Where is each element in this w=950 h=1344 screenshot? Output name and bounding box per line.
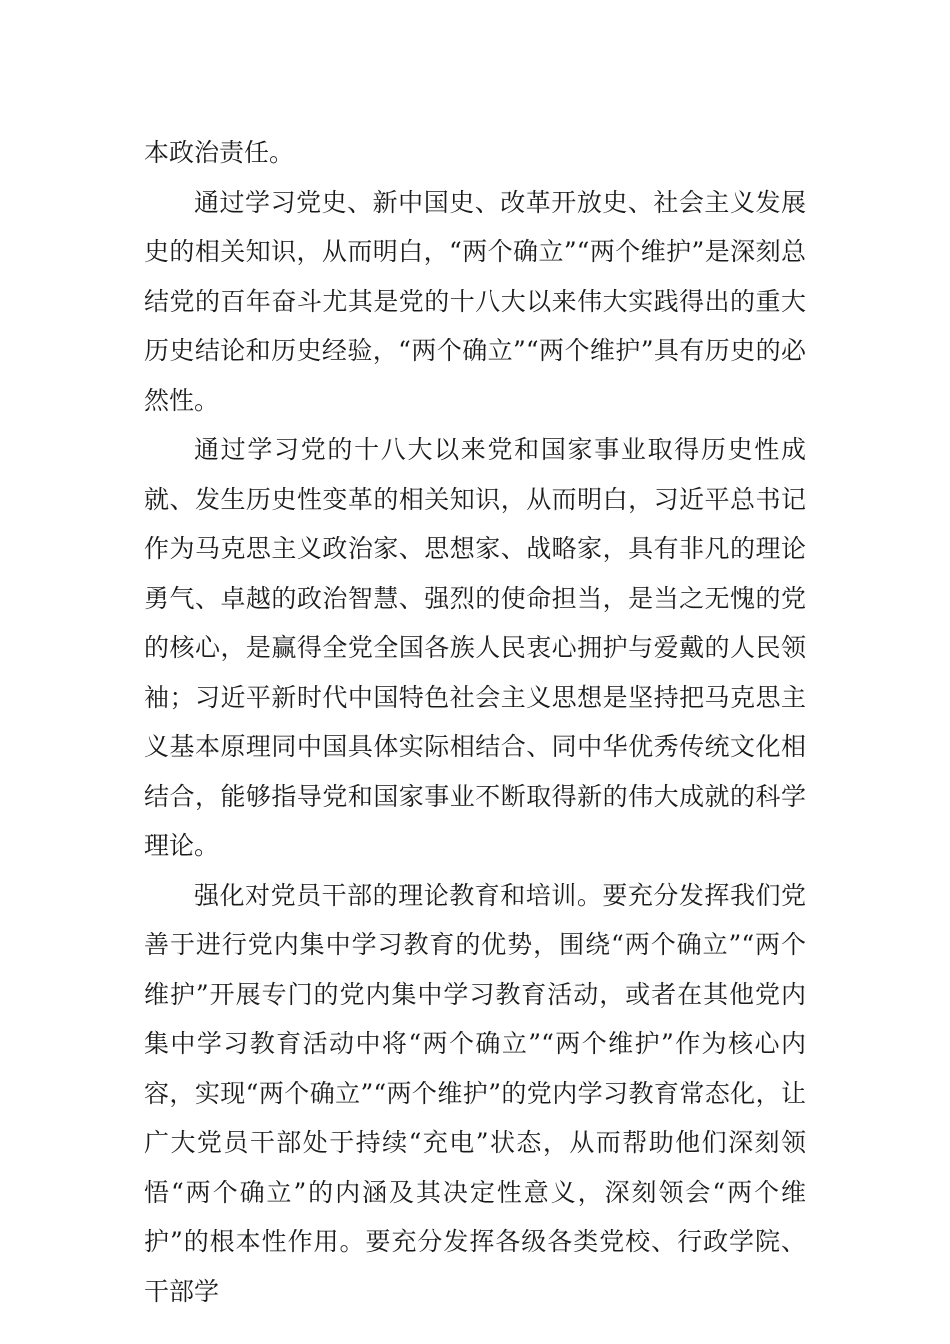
body-text xyxy=(144,128,806,1316)
paragraph-achievements-study: 通过学习党的十八大以来党和国家事业取得历史性成就、发生历史性变革的相关知识，从而明白，习近平总书记作为马克思主义政治家、思想家、战略家，具有非凡的理论勇气、卓越的政治智慧、强烈的使命担当，是当之无愧的党的核心，是赢得全党全国各族人民衷心拥护与爱戴的人民领袖；习近平新时代中国特色社会主义思想是坚持把马克思主义基本原理同中国具体实际相结合、同中华优秀传统文化相结合，能够指导党和国家事业不断取得新的伟大成就的科学理论。 xyxy=(144,435,806,860)
paragraph-cadre-education: 强化对党员干部的理论教育和培训。要充分发挥我们党善于进行党内集中学习教育的优势，围绕“两个确立”“两个维护”开展专门的党内集中学习教育活动，或者在其他党内集中学习教育活动中将“两个确立”“两个维护”作为核心内容，实现“两个确立”“两个维护”的党内学习教育常态化，让广大党员干部处于持续“充电”状态，从而帮助他们深刻领悟“两个确立”的内涵及其决定性意义，深刻领会“两个维护”的根本性作用。要充分发挥各级各类党校、行政学院、干部学 xyxy=(144,880,806,1306)
paragraph-continuation: 本政治责任。 xyxy=(144,138,295,167)
paragraph-history-study: 通过学习党史、新中国史、改革开放史、社会主义发展史的相关知识，从而明白，“两个确立”“两个维护”是深刻总结党的百年奋斗尤其是党的十八大以来伟大实践得出的重大历史结论和历史经验，“两个确立”“两个维护”具有历史的必然性。 xyxy=(144,187,806,415)
